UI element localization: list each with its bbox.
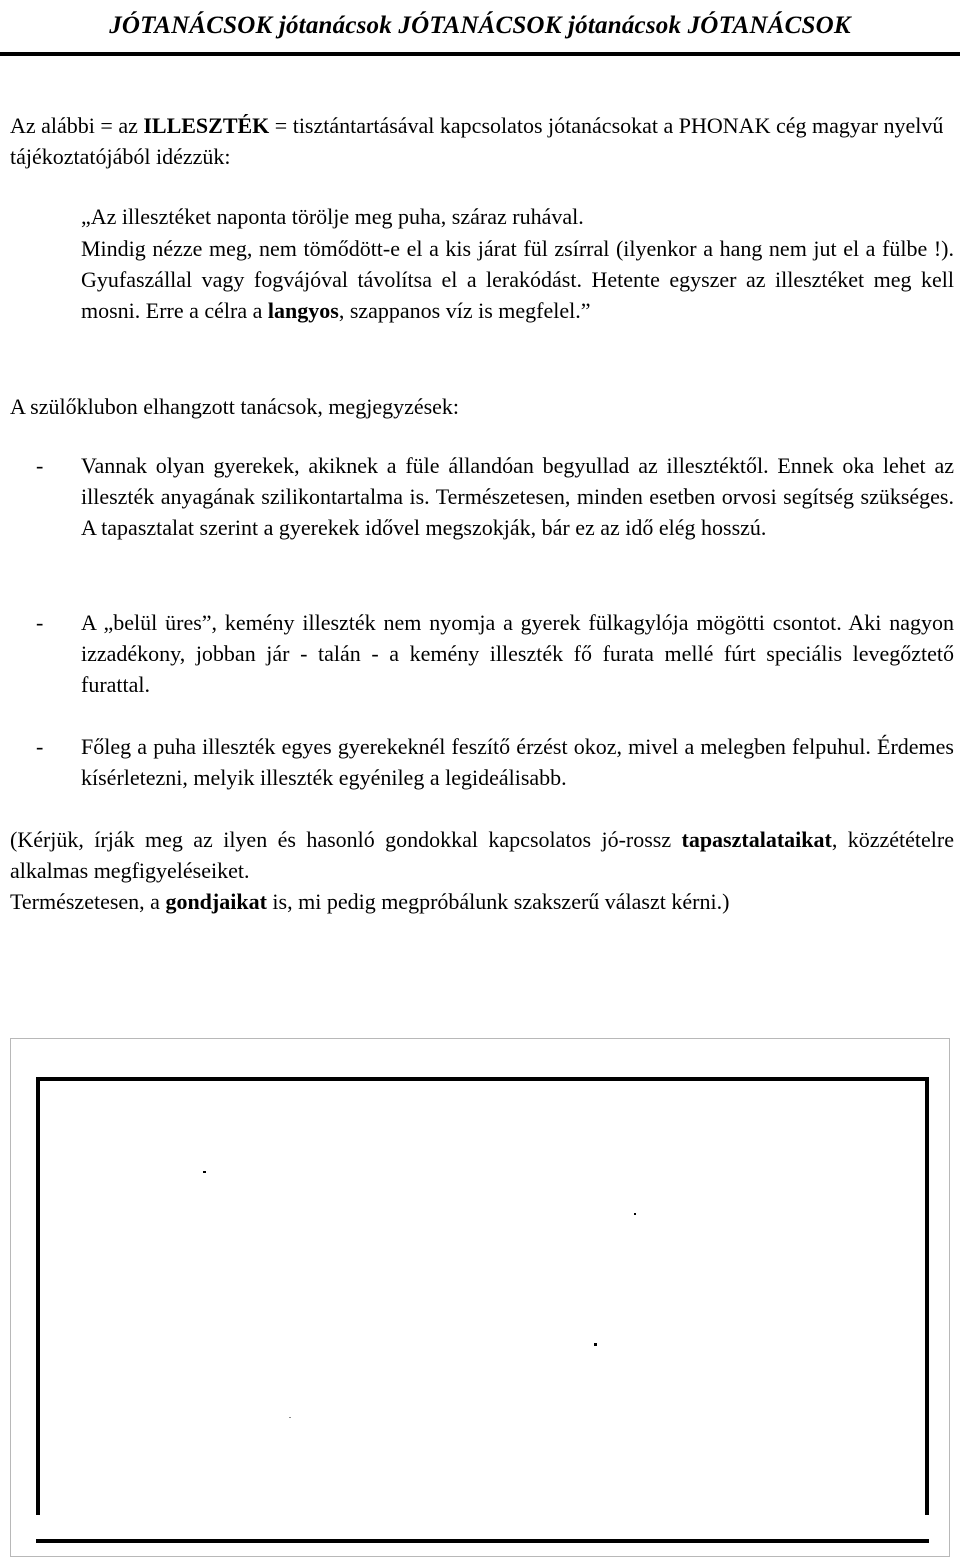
inner-frame-bottom-rule	[36, 1539, 929, 1543]
quote-text-2: , szappanos víz is megfelel.”	[338, 298, 591, 323]
header-word-2: jótanácsok	[278, 12, 392, 39]
request-paragraph	[10, 824, 954, 917]
bullet-dash: -	[36, 453, 44, 478]
request-text-2: , közzétételre alkalmas megfigyeléseiket.	[10, 827, 954, 883]
advice-text: Vannak olyan gyerekek, akiknek a füle állandóan begyullad az illesztéktől. Ennek oka lehet az illeszték anyagának szilikontartalma is. Természetesen, minden esetben orvosi segítség szükséges. A tapasztalat szerint a gyerekek idővel megszokják, bár ez az idő elég hosszú.	[81, 453, 954, 540]
request-bold-2: gondjaikat	[165, 889, 267, 914]
intro-bold-term: ILLESZTÉK	[143, 113, 270, 138]
scan-speck	[594, 1343, 597, 1346]
request-text-3: Természetesen, a	[10, 889, 166, 914]
intro-text-after: = tisztántartásával kapcsolatos jótanácsokat a PHONAK cég magyar nyelvű tájékoztatójából idézzük:	[10, 113, 944, 169]
header-word-5: JÓTANÁCSOK	[687, 12, 851, 39]
scan-speck	[634, 1213, 636, 1215]
request-bold-1: tapasztalataikat	[681, 827, 832, 852]
quote-text-1: Mindig nézze meg, nem tömődött-e el a kis járat fül zsírral (ilyenkor a hang nem jut el a fülbe !). Gyufaszállal vagy fogvájóval távolítsa el a lerakódást. Hetente egyszer az illesztéket meg kell mosni. Erre a célra a	[81, 236, 954, 323]
advice-text: Főleg a puha illeszték egyes gyerekeknél feszítő érzést okoz, mivel a melegben felpuhul. Érdemes kísérletezni, melyik illeszték egyénileg a legideálisabb.	[81, 734, 954, 790]
scan-speck	[289, 1417, 291, 1418]
header-word-1: JÓTANÁCSOK	[109, 12, 273, 39]
intro-paragraph	[10, 110, 954, 172]
quote-bold-word: langyos	[267, 298, 339, 323]
inner-frame	[36, 1077, 929, 1515]
quote-first-line: „Az illesztéket naponta törölje meg puha, száraz ruhával.	[81, 204, 584, 229]
request-text-1: (Kérjük, írják meg az ilyen és hasonló gondokkal kapcsolatos jó-rossz	[10, 827, 682, 852]
header-word-4: jótanácsok	[568, 12, 682, 39]
bullet-dash: -	[36, 610, 44, 635]
advice-text: A „belül üres”, kemény illeszték nem nyomja a gyerek fülkagylója mögötti csontot. Aki nagyon izzadékony, jobban jár - talán - a kemény illeszték fő furata mellé fúrt speciális levegőztető furattal.	[81, 610, 954, 697]
request-text-4: is, mi pedig megpróbálunk szakszerű választ kérni.)	[266, 889, 730, 914]
scan-speck	[203, 1171, 206, 1173]
page-header	[0, 0, 960, 56]
header-word-3: JÓTANÁCSOK	[398, 12, 562, 39]
intro-text-before: Az alábbi = az	[10, 113, 144, 138]
club-heading: A szülőklubon elhangzott tanácsok, megjegyzések:	[10, 394, 460, 419]
quote-paragraph	[81, 233, 954, 326]
bullet-dash: -	[36, 734, 44, 759]
